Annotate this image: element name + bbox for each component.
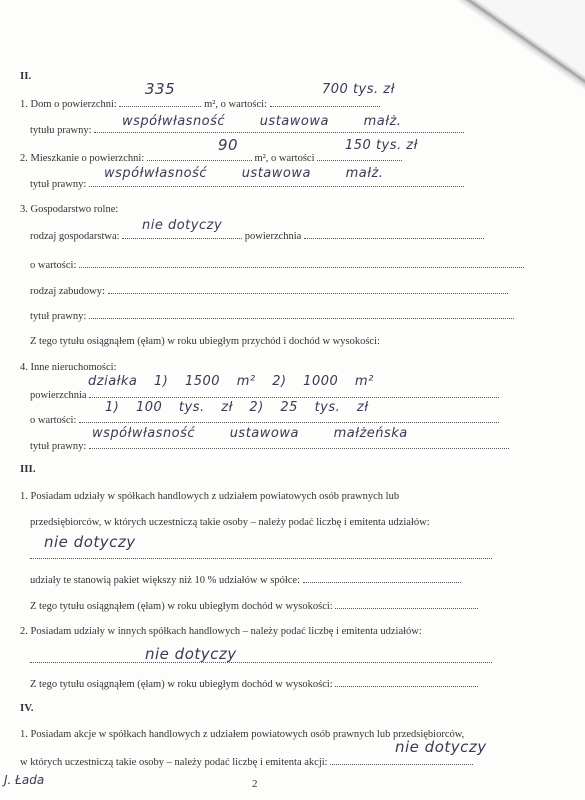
inne-title-handwritten: współwłasność ustawowa małżeńska bbox=[92, 426, 408, 441]
dom-area-row bbox=[20, 96, 380, 112]
gospodarstwo-build-label: rodzaj zabudowy: bbox=[30, 286, 105, 297]
gospodarstwo-title-label: tytuł prawny: bbox=[30, 311, 87, 322]
gospodarstwo-type-row bbox=[30, 228, 484, 244]
dom-title-handwritten: współwłasność ustawowa małż. bbox=[122, 114, 402, 129]
iii-p2-answer-row bbox=[30, 652, 492, 668]
gospodarstwo-title-field bbox=[89, 308, 514, 319]
inne-value-label: o wartości: bbox=[30, 415, 77, 426]
gospodarstwo-build-field bbox=[108, 283, 508, 294]
iv-line2-row bbox=[20, 754, 473, 770]
gospodarstwo-income: Z tego tytułu osiągnąłem (ęłam) w roku ubiegłym przychód i dochód w wysokości: bbox=[30, 336, 380, 347]
dom-value-handwritten: 700 tys. zł bbox=[322, 82, 395, 97]
iii-p1-pakiet-label: udziały te stanowią pakiet większy niż 10 % udziałów w spółce: bbox=[30, 575, 301, 586]
dom-value-field bbox=[270, 96, 380, 107]
section-iv-heading: IV. bbox=[20, 702, 34, 714]
dom-area-label: 1. Dom o powierzchni: bbox=[20, 99, 117, 110]
iii-p1-pakiet-field bbox=[303, 572, 461, 583]
dom-unit-value-label: m², o wartości: bbox=[204, 99, 267, 110]
inne-title-label: tytuł prawny: bbox=[30, 441, 87, 452]
iii-p1-line1: 1. Posiadam udziały w spółkach handlowych z udziałem powiatowych osób prawnych lub bbox=[20, 491, 400, 502]
mieszkanie-title-handwritten: współwłasność ustawowa małż. bbox=[104, 166, 384, 181]
mieszkanie-area-label: 2. Mieszkanie o powierzchni: bbox=[20, 153, 145, 164]
mieszkanie-value-handwritten: 150 tys. zł bbox=[345, 138, 418, 153]
iii-p1-income-row bbox=[30, 598, 478, 614]
iii-p2-answer-field bbox=[30, 652, 492, 663]
gospodarstwo-title-row bbox=[30, 308, 514, 324]
iii-p1-pakiet-row bbox=[30, 572, 461, 588]
iii-p2-income-field bbox=[335, 676, 478, 687]
iii-p2-income-row bbox=[30, 676, 478, 692]
gospodarstwo-type-label: rodzaj gospodarstwa: bbox=[30, 231, 120, 242]
dom-area-handwritten: 335 bbox=[145, 80, 176, 98]
inne-header: 4. Inne nieruchomości: bbox=[20, 362, 117, 373]
mieszkanie-unit-value-label: m², o wartości bbox=[254, 153, 315, 164]
gospodarstwo-area-label: powierzchnia bbox=[244, 231, 302, 242]
mieszkanie-area-handwritten: 90 bbox=[218, 136, 239, 154]
folded-page-corner bbox=[445, 0, 585, 100]
gospodarstwo-build-row bbox=[30, 283, 508, 299]
inne-area-label: powierzchnia bbox=[30, 390, 87, 401]
iii-p2-income-label: Z tego tytułu osiągnąłem (ęłam) w roku ubiegłym dochód w wysokości: bbox=[30, 679, 333, 690]
iii-p1-answer-handwritten: nie dotyczy bbox=[44, 533, 136, 551]
iv-line2-label: w których uczestniczą takie osoby – należy podać liczbę i emitenta akcji: bbox=[20, 757, 328, 768]
mieszkanie-title-label: tytuł prawny: bbox=[30, 179, 87, 190]
gospodarstwo-value-field bbox=[79, 257, 524, 268]
gospodarstwo-area-field bbox=[304, 228, 484, 239]
iii-p1-line2: przedsiębiorców, w których uczestniczą takie osoby – należy podać liczbę i emitenta udziałów: bbox=[30, 517, 430, 528]
gospodarstwo-value-label: o wartości: bbox=[30, 260, 77, 271]
iii-p2-answer-handwritten: nie dotyczy bbox=[145, 645, 237, 663]
iv-line1: 1. Posiadam akcje w spółkach handlowych z udziałem powiatowych osób prawnych lub przedsiębiorców, bbox=[20, 729, 465, 740]
iii-p2-line1: 2. Posiadam udziały w innych spółkach handlowych – należy podać liczbę i emitenta udziałów: bbox=[20, 626, 422, 637]
inne-area-handwritten: działka 1) 1500 m² 2) 1000 m² bbox=[88, 374, 374, 389]
iii-p1-income-field bbox=[335, 598, 478, 609]
iv-answer-handwritten: nie dotyczy bbox=[395, 738, 487, 756]
gospodarstwo-type-handwritten: nie dotyczy bbox=[142, 218, 223, 233]
page-number: 2 bbox=[252, 778, 258, 790]
gospodarstwo-header: 3. Gospodarstwo rolne: bbox=[20, 204, 119, 215]
iii-p1-income-label: Z tego tytułu osiągnąłem (ęłam) w roku ubiegłym dochód w wysokości: bbox=[30, 601, 333, 612]
gospodarstwo-value-row bbox=[30, 257, 524, 273]
inne-value-handwritten: 1) 100 tys. zł 2) 25 tys. zł bbox=[105, 400, 369, 415]
initials-signature: J. Łada bbox=[4, 773, 45, 787]
dom-title-label: tytułu prawny: bbox=[30, 125, 92, 136]
section-ii-heading: II. bbox=[20, 70, 32, 82]
section-iii-heading: III. bbox=[20, 463, 36, 475]
